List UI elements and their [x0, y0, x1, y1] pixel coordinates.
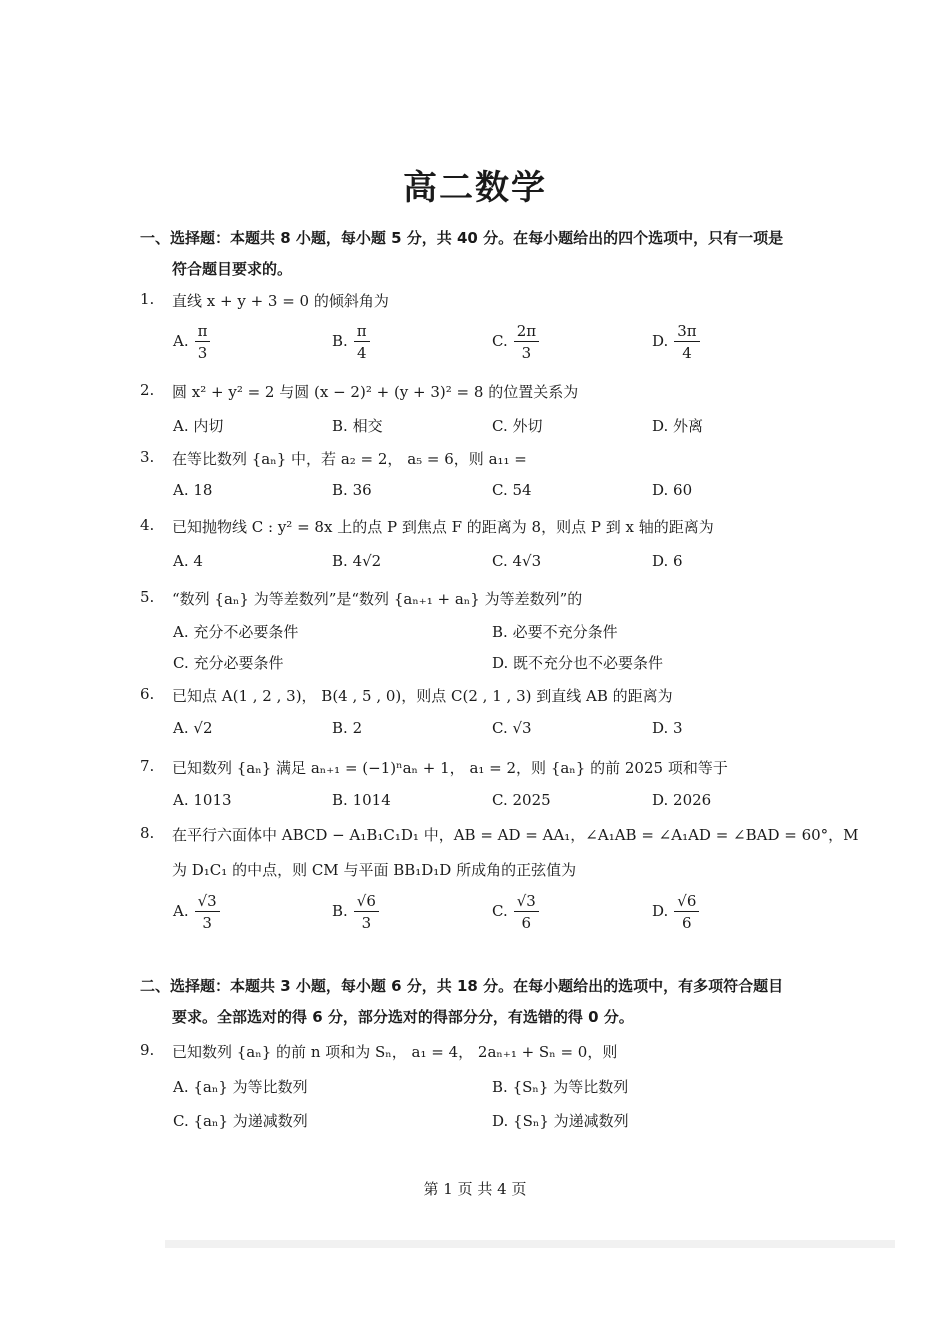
- q5-option-b: B. 必要不充分条件: [492, 623, 618, 641]
- question-number: 4.: [140, 516, 155, 534]
- q8-option-c: C. $\frac{√3}{6}$: [492, 892, 539, 932]
- question-number: 9.: [140, 1041, 155, 1059]
- q2-option-b: B. 相交: [332, 417, 383, 435]
- q9-option-a: A. {aₙ} 为等比数列: [173, 1078, 308, 1096]
- q4-option-a: A. 4: [173, 552, 203, 570]
- q3-option-b: B. 36: [332, 481, 372, 499]
- q5-option-d: D. 既不充分也不必要条件: [492, 654, 664, 672]
- q3-option-c: C. 54: [492, 481, 532, 499]
- page-title: 高二数学: [403, 168, 547, 208]
- q4-option-b: B. 4√2: [332, 552, 382, 570]
- q7-option-b: B. 1014: [332, 791, 391, 809]
- q7-option-a: A. 1013: [173, 791, 232, 809]
- question-number: 3.: [140, 448, 155, 466]
- question-stem: 已知数列 {aₙ} 的前 n 项和为 Sₙ， a₁ = 4， 2aₙ₊₁ + Sₙ = 0，则: [172, 1043, 618, 1061]
- question-stem: 直线 x + y + 3 = 0 的倾斜角为: [172, 292, 389, 310]
- question-number: 1.: [140, 290, 155, 308]
- q4-option-c: C. 4√3: [492, 552, 542, 570]
- page-footer: 第 1 页 共 4 页: [423, 1180, 527, 1198]
- q4-option-d: D. 6: [652, 552, 683, 570]
- q1-option-d: D. $\frac{3\pi}{4}$: [652, 322, 700, 362]
- q2-option-c: C. 外切: [492, 417, 543, 435]
- question-stem: 圆 x² + y² = 2 与圆 (x − 2)² + (y + 3)² = 8 的位置关系为: [172, 383, 579, 401]
- q7-option-d: D. 2026: [652, 791, 712, 809]
- q1-option-b: B. $\frac{\pi}{4}$: [332, 322, 370, 362]
- question-number: 6.: [140, 685, 155, 703]
- q9-option-c: C. {aₙ} 为递减数列: [173, 1112, 308, 1130]
- q3-option-a: A. 18: [173, 481, 213, 499]
- q6-option-c: C. √3: [492, 719, 532, 737]
- question-stem: 已知点 A(1 , 2 , 3)， B(4 , 5 , 0)，则点 C(2 , 1 , 3) 到直线 AB 的距离为: [172, 687, 673, 705]
- question-number: 7.: [140, 757, 155, 775]
- q6-option-a: A. √2: [173, 719, 213, 737]
- question-number: 5.: [140, 588, 155, 606]
- q5-option-c: C. 充分必要条件: [173, 654, 284, 672]
- question-stem: “数列 {aₙ} 为等差数列”是“数列 {aₙ₊₁ + aₙ} 为等差数列”的: [172, 590, 583, 608]
- q7-option-c: C. 2025: [492, 791, 551, 809]
- q9-option-d: D. {Sₙ} 为递减数列: [492, 1112, 629, 1130]
- section-2-line1: 二、选择题：本题共 3 小题，每小题 6 分，共 18 分。在每小题给出的选项中，有多项符合题目: [140, 977, 784, 995]
- q2-option-a: A. 内切: [173, 417, 224, 435]
- q9-option-b: B. {Sₙ} 为等比数列: [492, 1078, 629, 1096]
- scan-edge-divider: [165, 1240, 895, 1248]
- q1-option-c: C. $\frac{2\pi}{3}$: [492, 322, 539, 362]
- question-stem: 已知抛物线 C : y² = 8x 上的点 P 到焦点 F 的距离为 8，则点 P 到 x 轴的距离为: [172, 518, 714, 536]
- question-stem: 在等比数列 {aₙ} 中，若 a₂ = 2， a₅ = 6，则 a₁₁ =: [172, 450, 527, 468]
- section-2-heading: [140, 971, 820, 1033]
- section-1-line2: 符合题目要求的。: [172, 260, 293, 278]
- q6-option-b: B. 2: [332, 719, 363, 737]
- section-1-heading: [140, 223, 820, 285]
- question-number: 2.: [140, 381, 155, 399]
- section-2-line2: 要求。全部选对的得 6 分，部分选对的得部分分，有选错的得 0 分。: [172, 1008, 634, 1026]
- q8-option-a: A. $\frac{√3}{3}$: [173, 892, 220, 932]
- question-stem: 在平行六面体中 ABCD − A₁B₁C₁D₁ 中，AB = AD = AA₁，∠A₁AB = ∠A₁AD = ∠BAD = 60°，M: [172, 826, 859, 844]
- q2-option-d: D. 外离: [652, 417, 704, 435]
- question-stem: 为 D₁C₁ 的中点，则 CM 与平面 BB₁D₁D 所成角的正弦值为: [172, 861, 577, 879]
- section-1-line1: 一、选择题：本题共 8 小题，每小题 5 分，共 40 分。在每小题给出的四个选项中，只有一项是: [140, 229, 784, 247]
- q1-option-a: A. $\frac{\pi}{3}$: [173, 322, 210, 362]
- q8-option-b: B. $\frac{√6}{3}$: [332, 892, 379, 932]
- question-stem: 已知数列 {aₙ} 满足 aₙ₊₁ = (−1)ⁿaₙ + 1， a₁ = 2，则 {aₙ} 的前 2025 项和等于: [172, 759, 728, 777]
- q6-option-d: D. 3: [652, 719, 683, 737]
- q3-option-d: D. 60: [652, 481, 693, 499]
- question-number: 8.: [140, 824, 155, 842]
- q5-option-a: A. 充分不必要条件: [173, 623, 299, 641]
- q8-option-d: D. $\frac{√6}{6}$: [652, 892, 699, 932]
